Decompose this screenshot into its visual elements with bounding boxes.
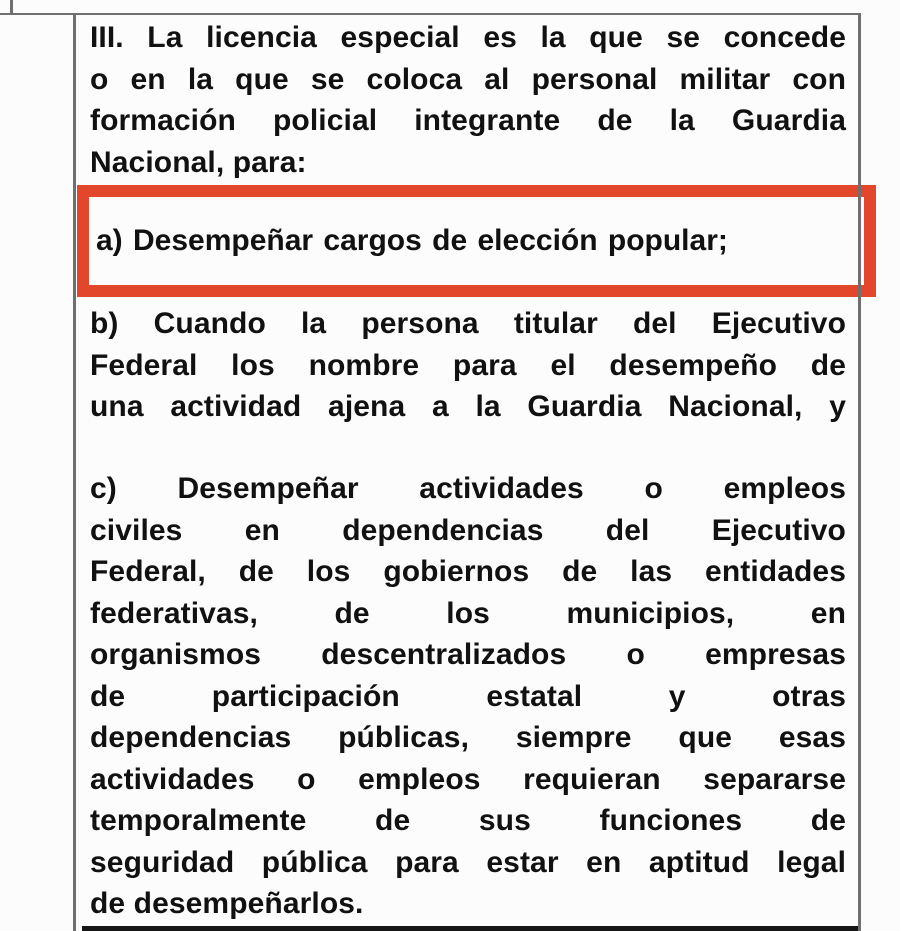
paragraph-item-c xyxy=(90,468,846,925)
table-top-border xyxy=(0,13,861,15)
text-line: seguridad pública para estar en aptitud legal xyxy=(90,845,846,879)
text-line: o en la que se coloca al personal militar con xyxy=(90,62,846,96)
table-upper-cell-divider xyxy=(10,0,13,15)
paragraph-item-a: a) Desempeñar cargos de elección popular; xyxy=(96,224,728,257)
text-line: Federal, de los gobiernos de las entidades xyxy=(90,555,846,588)
text-line: III. La licencia especial es la que se concede xyxy=(90,21,846,54)
text-line: formación policial integrante de la Guardia xyxy=(90,104,846,137)
text-line: una actividad ajena a la Guardia Nacional, y xyxy=(90,390,846,423)
text-line: civiles en dependencias del Ejecutivo xyxy=(90,513,846,547)
text-line: c) Desempeñar actividades o empleos xyxy=(90,472,846,505)
paragraph-fraction-iii xyxy=(90,17,846,183)
text-line: organismos descentralizados o empresas xyxy=(90,638,846,671)
text-line: Federal los nombre para el desempeño de xyxy=(90,348,846,382)
text-line: actividades o empleos requieran separarse xyxy=(90,762,846,796)
text-line: b) Cuando la persona titular del Ejecutivo xyxy=(90,307,846,340)
table-left-border xyxy=(73,13,76,931)
text-line: federativas, de los municipios, en xyxy=(90,596,846,630)
text-line: de desempeñarlos. xyxy=(90,887,364,920)
text-line: temporalmente de sus funciones de xyxy=(90,804,846,837)
paragraph-item-b xyxy=(90,303,846,428)
highlight-box xyxy=(77,185,876,297)
clipped-next-row-text xyxy=(82,926,858,931)
text-line: de participación estatal y otras xyxy=(90,679,846,713)
text-line: Nacional, para: xyxy=(90,145,307,179)
text-line: dependencias públicas, siempre que esas xyxy=(90,721,846,754)
table-right-border xyxy=(858,13,861,931)
